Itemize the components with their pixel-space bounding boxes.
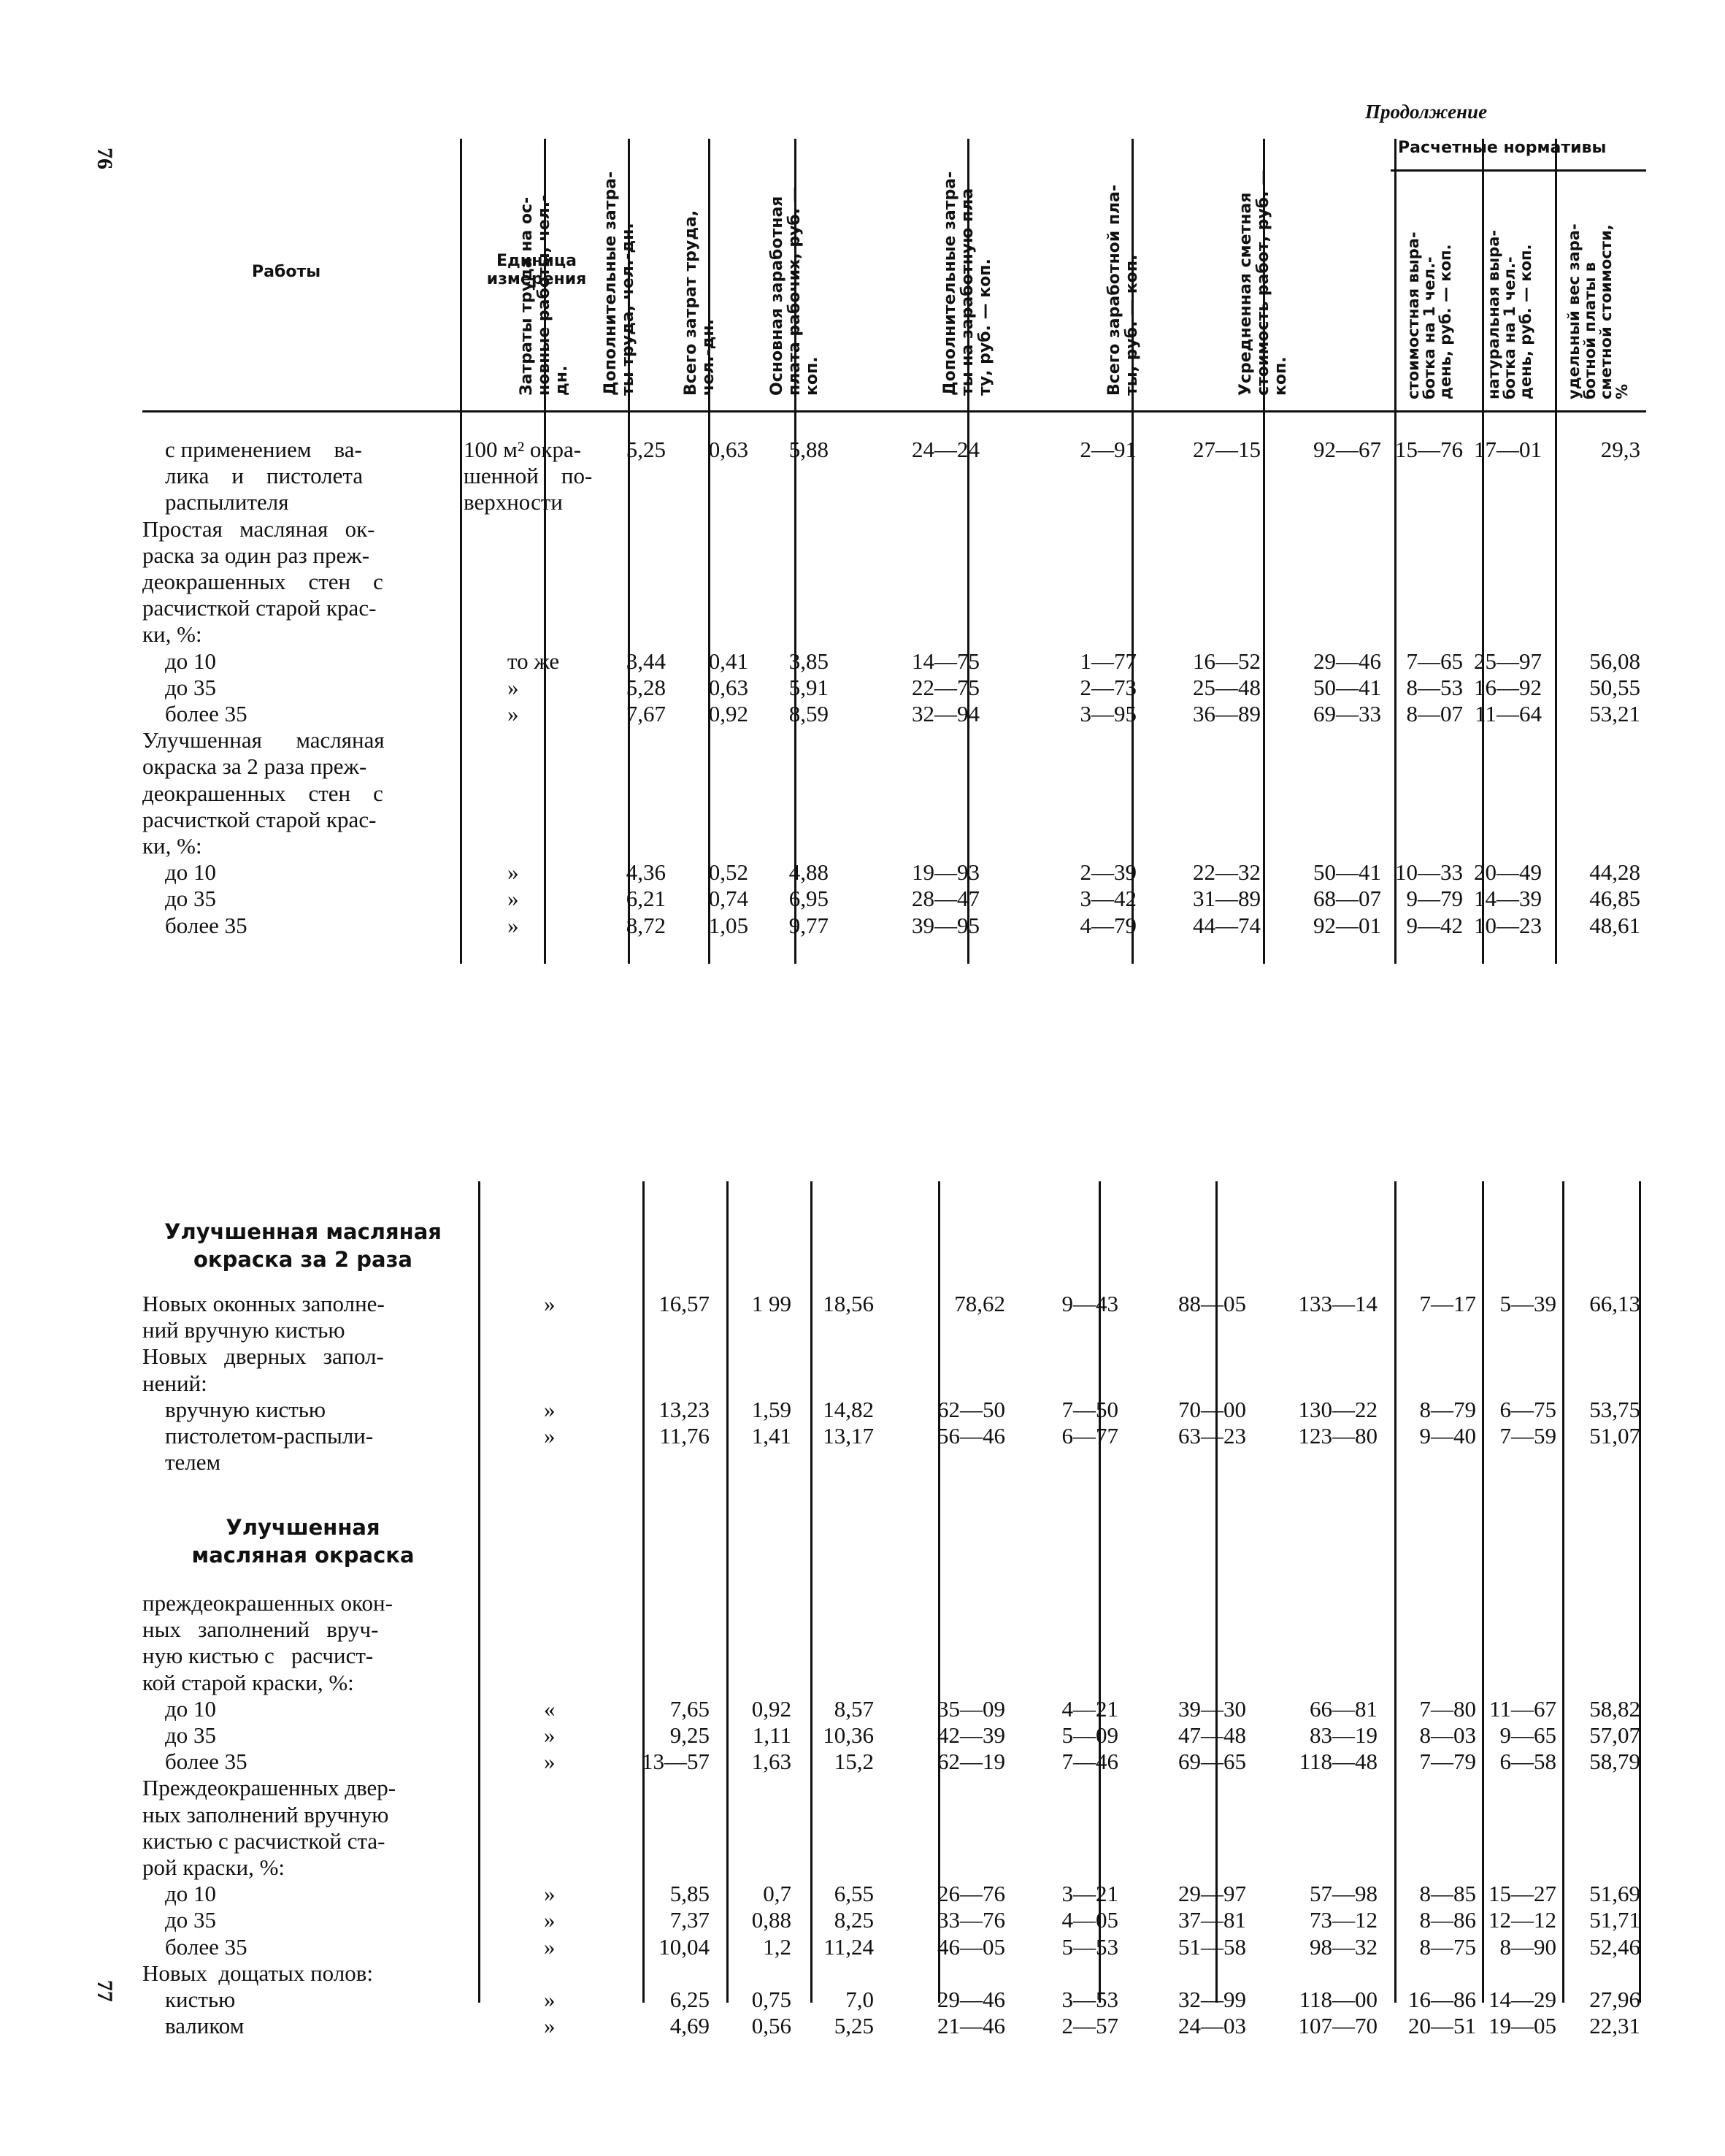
lower-row-cell: 29—46 [937,1987,1005,2012]
lower-row-unit: » [544,1881,556,1907]
upper-row-cell: 22—75 [912,674,980,700]
work-line: до 35 [142,886,217,912]
lower-row-cell: 66,13 [1589,1291,1640,1316]
column-divider [1394,1181,1396,2003]
lower-row-cell: 5,25 [834,2013,874,2039]
lower-row-cell: 98—32 [1310,1933,1378,1960]
column-divider [478,1181,480,2003]
work-line: до 10 [142,1695,217,1722]
column-divider [938,1181,940,2003]
lower-row-cell: 11—67 [1489,1695,1556,1722]
lower-row-cell: 13—57 [642,1749,710,1775]
upper-row-cell: 48,61 [1589,912,1640,938]
lower-row-cell: 10,04 [658,1933,710,1960]
upper-row-cell: 10—33 [1395,859,1463,886]
lower-row-cell: 19—05 [1488,2013,1556,2039]
lower-row-cell: 78,62 [954,1291,1005,1316]
upper-row-cell: 39—95 [912,912,980,938]
upper-row-cell: 20—49 [1474,859,1542,886]
lower-row-cell: 0,56 [751,2013,791,2039]
upper-row-cell: 0,52 [708,859,748,886]
lower-row-cell: 118—48 [1299,1749,1378,1775]
lower-row-unit: » [544,1291,556,1316]
upper-row-cell: 29—46 [1313,648,1381,674]
lower-row-cell: 8—90 [1499,1933,1556,1960]
lower-row-cell: 13,23 [658,1396,710,1422]
work-line: Простая масляная ок- [142,515,375,542]
lower-row-cell: 11,24 [823,1933,874,1960]
upper-row-cell: 16—92 [1474,674,1542,700]
lower-row-cell: 1,41 [751,1423,791,1449]
lower-row-cell: 12—12 [1488,1907,1556,1933]
lower-row-cell: 9—65 [1499,1722,1556,1748]
lower-row-cell: 53,75 [1589,1396,1640,1422]
upper-row-cell: 25—48 [1193,674,1261,700]
lower-row-cell: 9,25 [669,1722,710,1748]
lower-row-cell: 83—19 [1310,1722,1378,1748]
lower-row-cell: 14—29 [1488,1987,1556,2012]
lower-row-cell: 37—81 [1178,1907,1246,1933]
upper-row-cell: 19—93 [912,859,980,886]
upper-row-cell: 53,21 [1589,701,1640,726]
upper-row-cell: 50—41 [1313,859,1381,886]
lower-row-cell: 73—12 [1310,1907,1378,1933]
upper-row-cell: 28—47 [912,886,980,912]
section-title-2: Улучшенная масляная окраска [191,1515,415,1568]
upper-row-cell: 9—42 [1406,912,1463,938]
work-line: более 35 [142,912,247,938]
header-norms-title: Расчетные нормативы [1398,139,1607,157]
upper-row-cell: 14—75 [912,648,980,674]
lower-row-cell: 57—98 [1310,1881,1378,1907]
header-col-2: Дополнительные затра- ты труда, чел.-дн. [602,171,637,396]
work-line: Улучшенная масляная [142,727,385,753]
work-line: ных заполнений вручную [142,1801,389,1827]
header-col-1: Затраты труда на ос- новные работы, чел.-дн. [518,194,571,396]
lower-row-cell: 7—79 [1419,1749,1476,1775]
upper-row-cell: 8,59 [788,701,829,726]
lower-row-unit: » [544,1933,556,1960]
upper-row-cell: 5,88 [788,437,829,462]
page-number-top: 76 [93,147,117,169]
header-norm-col-3: удельный вес зара- ботной платы в сметной стоимости, % [1565,223,1631,399]
lower-row-unit: » [544,1749,556,1775]
upper-row-cell: 7,67 [626,701,666,726]
lower-row-cell: 58,79 [1589,1749,1640,1775]
work-line: раска за один раз преж- [142,542,370,568]
header-col-4: Основная заработная плата рабочих, руб. — коп. [768,186,821,396]
lower-row-cell: 8,57 [834,1695,874,1722]
upper-row-cell: 3,85 [788,648,829,674]
unit-line: шенной по- [464,463,593,489]
upper-row-cell: 0,41 [708,648,748,674]
lower-row-unit: » [544,1722,556,1748]
upper-row-cell: 0,92 [708,701,748,726]
lower-row-cell: 62—50 [937,1396,1005,1422]
lower-row-cell: 7—80 [1419,1695,1476,1722]
work-line: Преждеокрашенных двер- [142,1775,396,1801]
lower-row-unit: » [544,1907,556,1933]
upper-row-cell: 56,08 [1589,648,1640,674]
lower-row-cell: 8—85 [1419,1881,1476,1907]
lower-row-cell: 62—19 [937,1749,1005,1775]
lower-row-unit: » [544,1396,556,1422]
upper-row-cell: 15—76 [1395,437,1463,462]
work-line: расчисткой старой крас- [142,595,377,621]
upper-row-cell: 25—97 [1474,648,1542,674]
lower-row-cell: 24—03 [1178,2013,1246,2039]
lower-row-cell: 57,07 [1589,1722,1640,1748]
lower-row-cell: 4,69 [669,2013,710,2039]
work-line: рой краски, %: [142,1854,285,1880]
work-line: до 35 [142,674,217,700]
lower-row-cell: 133—14 [1298,1291,1378,1316]
work-line: ний вручную кистью [142,1317,345,1343]
lower-row-cell: 4—21 [1061,1695,1118,1722]
lower-row-unit: » [544,2013,556,2039]
upper-row-cell: 92—67 [1313,437,1381,462]
upper-row-cell: 17—01 [1474,437,1542,462]
lower-row-cell: 27,96 [1589,1987,1640,2012]
lower-row-cell: 26—76 [937,1881,1005,1907]
lower-row-cell: 1,59 [751,1396,791,1422]
work-line: Новых оконных заполне- [142,1291,385,1316]
lower-row-cell: 1 99 [751,1291,791,1316]
lower-row-cell: 7,65 [669,1695,710,1722]
lower-row-cell: 46—05 [937,1933,1005,1960]
upper-row-cell: 3—42 [1080,886,1137,912]
lower-row-cell: 8—86 [1419,1907,1476,1933]
work-line: ки, %: [142,621,202,648]
work-line: кистью с расчисткой ста- [142,1827,385,1854]
lower-row-cell: 5—09 [1061,1722,1118,1748]
lower-row-cell: 6—58 [1499,1749,1556,1775]
upper-row-cell: 4,88 [788,859,829,886]
upper-row-cell: 8—53 [1406,674,1463,700]
upper-row-cell: 3—95 [1080,701,1137,726]
column-divider [1562,1181,1564,2003]
work-line: кистью [142,1987,236,2012]
upper-row-cell: 36—89 [1193,701,1261,726]
lower-row-cell: 6—77 [1061,1423,1118,1449]
lower-row-cell: 3—53 [1061,1987,1118,2012]
lower-row-cell: 8—75 [1419,1933,1476,1960]
lower-row-cell: 51—58 [1178,1933,1246,1960]
upper-row-cell: 68—07 [1313,886,1381,912]
upper-row-cell: 2—91 [1080,437,1137,462]
upper-row-cell: 4—79 [1080,912,1137,938]
lower-row-cell: 7,37 [669,1907,710,1933]
lower-row-cell: 66—81 [1310,1695,1378,1722]
work-line: валиком [142,2013,245,2039]
lower-row-cell: 15—27 [1488,1881,1556,1907]
upper-row-cell: 24—24 [912,437,980,462]
lower-row-cell: 58,82 [1589,1695,1640,1722]
lower-row-cell: 1,63 [751,1749,791,1775]
lower-row-cell: 11,76 [659,1423,710,1449]
unit-line: 100 м² окра- [464,437,582,462]
upper-row-cell: 9—79 [1406,886,1463,912]
upper-row-cell: 29,3 [1600,437,1640,462]
work-line: до 10 [142,1881,217,1907]
upper-row-unit: то же [507,648,560,674]
lower-row-cell: 13,17 [823,1423,874,1449]
lower-row-cell: 4—05 [1061,1907,1118,1933]
work-line: с применением ва- [142,437,362,462]
work-line: расчисткой старой крас- [142,806,377,832]
upper-row-cell: 32—94 [912,701,980,726]
upper-row-cell: 44,28 [1589,859,1640,886]
lower-row-cell: 7,0 [845,1987,874,2012]
header-col-6: Всего заработной пла- ты, руб. — коп. [1105,184,1141,396]
lower-row-cell: 7—17 [1419,1291,1476,1316]
upper-row-cell: 6,21 [626,886,666,912]
upper-row-cell: 2—73 [1080,674,1137,700]
upper-row-cell: 4,36 [626,859,666,886]
upper-row-cell: 44—74 [1193,912,1261,938]
upper-row-cell: 5,91 [788,674,829,700]
header-norm-col-1: стоимостная выра- ботка на 1 чел.- день, руб. — коп. [1405,231,1454,399]
upper-row-cell: 69—33 [1313,701,1381,726]
upper-row-cell: 50,55 [1589,674,1640,700]
work-line: до 10 [142,648,217,674]
lower-row-cell: 14,82 [823,1396,874,1422]
lower-row-cell: 0,88 [751,1907,791,1933]
upper-row-cell: 14—39 [1474,886,1542,912]
lower-row-cell: 8—03 [1419,1722,1476,1748]
work-line: преждеокрашенных окон- [142,1590,393,1616]
header-col-7: Усредненная сметная стоимость работ, руб. — коп. [1237,169,1290,396]
upper-row-cell: 8—07 [1406,701,1463,726]
lower-row-cell: 3—21 [1061,1881,1118,1907]
work-line: ных заполнений вруч- [142,1616,379,1643]
lower-row-cell: 21—46 [937,2013,1005,2039]
lower-row-cell: 0,7 [763,1881,791,1907]
work-line: ную кистью с расчист- [142,1643,374,1669]
table-lower [142,1181,1646,2039]
lower-row-cell: 10,36 [823,1722,874,1748]
work-line: более 35 [142,1749,247,1775]
work-line: более 35 [142,1933,247,1960]
lower-row-cell: 9—43 [1061,1291,1118,1316]
lower-row-cell: 42—39 [937,1722,1005,1748]
upper-row-cell: 8,72 [626,912,666,938]
header-unit: Единица измерения [486,252,587,288]
lower-row-cell: 51,07 [1589,1423,1640,1449]
lower-row-cell: 7—59 [1499,1423,1556,1449]
upper-row-unit: » [507,701,519,726]
unit-line: верхности [464,489,563,515]
lower-row-cell: 1,11 [752,1722,791,1748]
work-line: телем [142,1449,221,1476]
lower-row-cell: 20—51 [1408,2013,1476,2039]
upper-row-cell: 1—77 [1080,648,1137,674]
upper-row-cell: 5,28 [626,674,666,700]
lower-row-cell: 52,46 [1589,1933,1640,1960]
lower-row-cell: 6,25 [669,1987,710,2012]
lower-row-cell: 8,25 [834,1907,874,1933]
upper-row-cell: 92—01 [1313,912,1381,938]
work-line: окраска за 2 раза преж- [142,753,367,780]
lower-row-cell: 51,71 [1589,1907,1640,1933]
upper-row-cell: 27—15 [1193,437,1261,462]
lower-row-unit: » [544,1987,556,2012]
work-line: более 35 [142,701,247,726]
work-line: до 35 [142,1722,217,1748]
lower-row-cell: 130—22 [1298,1396,1378,1422]
header-works: Работы [252,263,321,281]
upper-row-cell: 9,77 [788,912,829,938]
upper-row-unit: » [507,912,519,938]
table-upper [142,139,1646,964]
lower-row-cell: 63—23 [1178,1423,1246,1449]
upper-row-cell: 11—64 [1475,701,1542,726]
lower-row-cell: 1,2 [763,1933,791,1960]
upper-row-cell: 6,95 [788,886,829,912]
lower-row-cell: 88—05 [1178,1291,1246,1316]
work-line: до 10 [142,859,217,886]
lower-row-cell: 32—99 [1178,1987,1246,2012]
lower-row-cell: 16,57 [658,1291,710,1316]
lower-row-unit: « [544,1695,556,1722]
work-line: лика и пистолета [142,463,364,489]
upper-row-cell: 5,25 [626,437,666,462]
lower-row-cell: 47—48 [1178,1722,1246,1748]
lower-row-cell: 22,31 [1589,2013,1640,2039]
lower-row-cell: 8—79 [1419,1396,1476,1422]
lower-row-cell: 69—65 [1178,1749,1246,1775]
work-line: распылителя [142,489,289,515]
lower-row-cell: 6—75 [1499,1396,1556,1422]
section-title-1: Улучшенная масляная окраска за 2 раза [164,1219,442,1272]
work-line: нений: [142,1370,207,1396]
work-line: Новых дощатых полов: [142,1960,373,1986]
work-line: Новых дверных запол- [142,1343,384,1370]
upper-row-cell: 0,63 [708,437,748,462]
upper-row-unit: » [507,859,519,886]
upper-row-cell: 10—23 [1474,912,1542,938]
lower-row-cell: 5—53 [1061,1933,1118,1960]
upper-row-cell: 1,05 [708,912,748,938]
work-line: вручную кистью [142,1396,326,1422]
work-line: до 35 [142,1907,217,1933]
upper-row-cell: 2—39 [1080,859,1137,886]
upper-row-cell: 0,74 [708,886,748,912]
work-line: деокрашенных стен с [142,780,383,806]
lower-row-cell: 0,92 [751,1695,791,1722]
column-divider [1482,1181,1484,2003]
lower-row-cell: 29—97 [1178,1881,1246,1907]
lower-row-cell: 51,69 [1589,1881,1640,1907]
lower-row-cell: 35—09 [937,1695,1005,1722]
header-norm-col-2: натуральная выра- ботка на 1 чел.- день, руб. — коп. [1485,229,1534,399]
upper-row-cell: 3,44 [626,648,666,674]
lower-row-cell: 33—76 [937,1907,1005,1933]
lower-row-cell: 6,55 [834,1881,874,1907]
lower-row-unit: » [544,1423,556,1449]
work-line: кой старой краски, %: [142,1669,354,1695]
lower-row-cell: 70—00 [1178,1396,1246,1422]
lower-row-cell: 9—40 [1419,1423,1476,1449]
upper-row-cell: 46,85 [1589,886,1640,912]
lower-row-cell: 123—80 [1298,1423,1378,1449]
column-divider [810,1181,812,2003]
lower-row-cell: 16—86 [1408,1987,1476,2012]
continuation-label: Продолжение [1365,101,1488,123]
lower-row-cell: 107—70 [1298,2013,1378,2039]
work-line: деокрашенных стен с [142,569,383,594]
page-number-bottom: 77 [93,1980,117,2002]
upper-row-cell: 16—52 [1193,648,1261,674]
header-col-5: Дополнительные затра- ты на заработную пла ту, руб. — коп. [941,171,994,396]
column-divider [642,1181,645,2003]
column-divider [726,1181,729,2003]
lower-row-cell: 0,75 [751,1987,791,2012]
upper-row-cell: 0,63 [708,674,748,700]
lower-row-cell: 56—46 [937,1423,1005,1449]
header-col-3: Всего затрат труда, чел.-дн. [682,210,718,396]
lower-row-cell: 7—50 [1061,1396,1118,1422]
upper-row-cell: 31—89 [1193,886,1261,912]
lower-row-cell: 2—57 [1061,2013,1118,2039]
column-divider [460,139,462,964]
upper-row-unit: » [507,886,519,912]
lower-row-cell: 5,85 [669,1881,710,1907]
lower-row-cell: 5—39 [1499,1291,1556,1316]
work-line: ки, %: [142,833,202,859]
upper-row-cell: 7—65 [1406,648,1463,674]
upper-row-unit: » [507,674,519,700]
lower-row-cell: 39—30 [1178,1695,1246,1722]
lower-row-cell: 118—00 [1299,1987,1378,2012]
lower-row-cell: 18,56 [823,1291,874,1316]
upper-row-cell: 50—41 [1313,674,1381,700]
upper-row-cell: 22—32 [1193,859,1261,886]
lower-row-cell: 7—46 [1061,1749,1118,1775]
lower-row-cell: 15,2 [834,1749,874,1775]
work-line: пистолетом-распыли- [142,1423,374,1449]
